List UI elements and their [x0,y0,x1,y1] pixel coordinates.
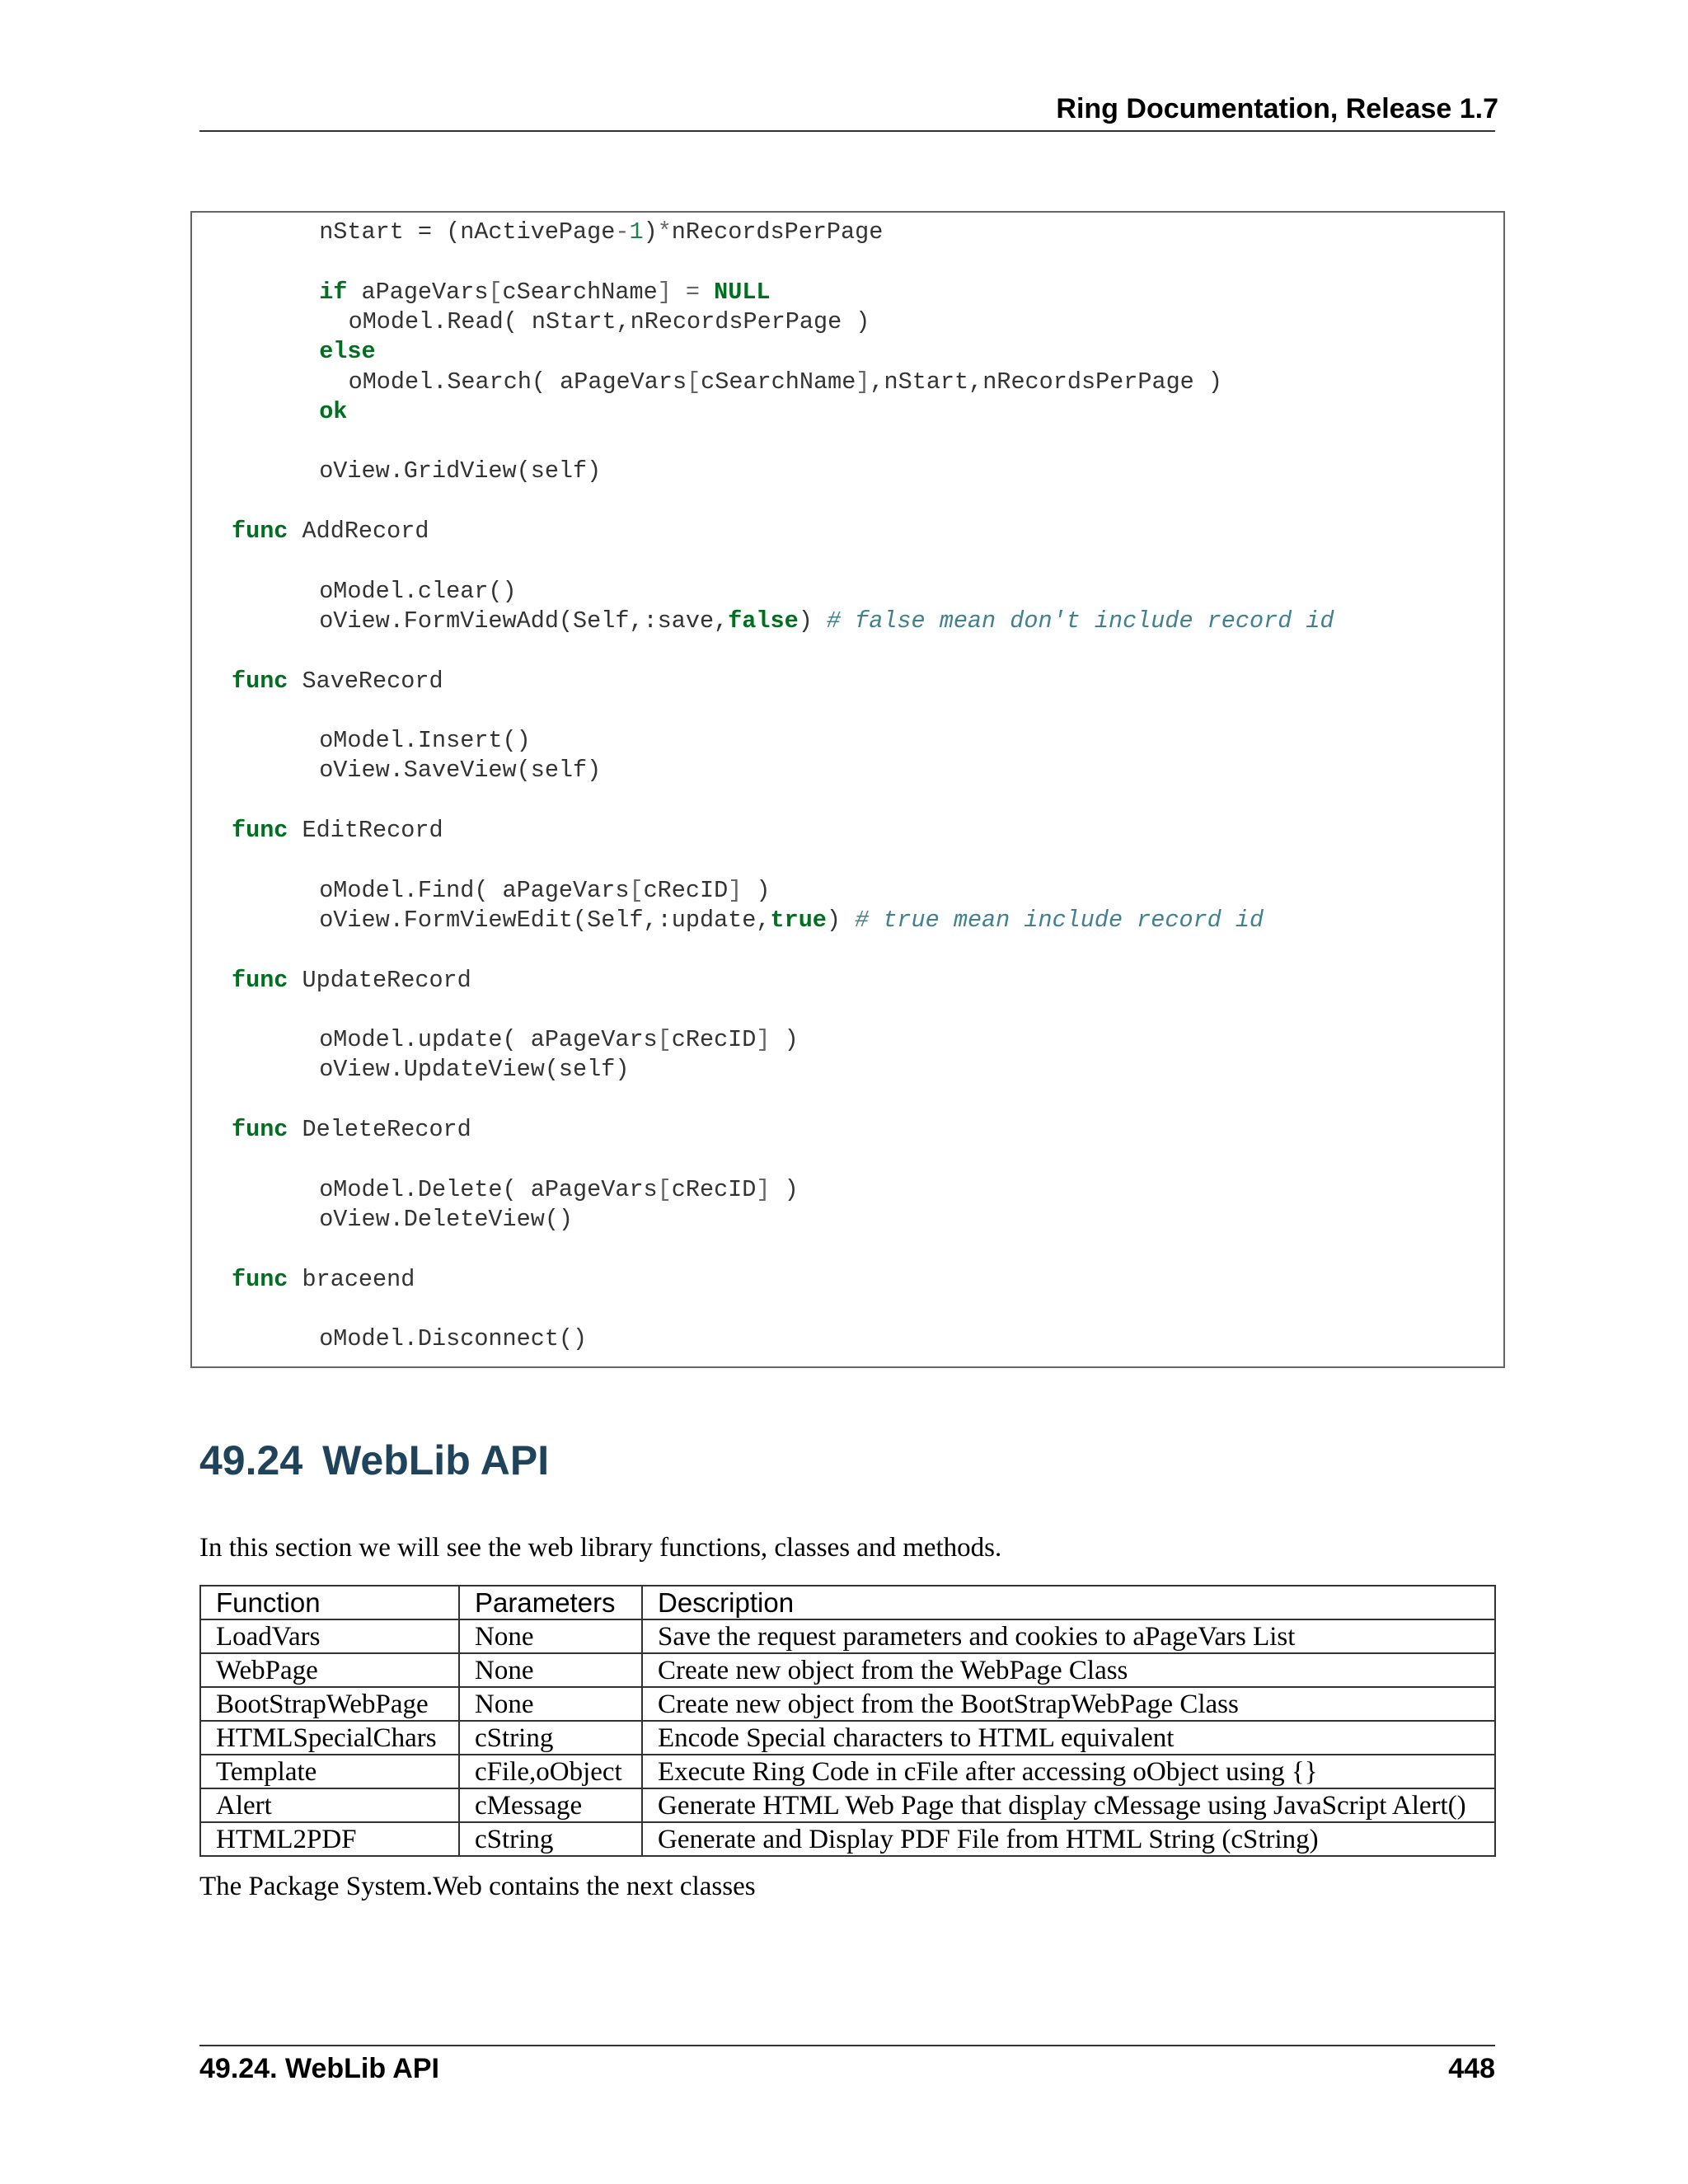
cell-description: Generate and Display PDF File from HTML String (cString) [642,1822,1495,1856]
code-line [319,606,1334,636]
code-operator: ] [756,1175,771,1203]
code-text: cSearchName [502,278,658,306]
code-text: cRecID [671,1175,757,1203]
code-line [349,307,870,337]
code-text: AddRecord [288,518,429,545]
page-header-title: Ring Documentation, Release 1.7 [1056,93,1498,124]
code-text: oModel.Disconnect() [319,1325,588,1353]
table-row [200,1755,1495,1788]
code-text: oModel.Search( aPageVars [348,368,687,396]
section-title: WebLib API [322,1437,550,1483]
code-text: oModel.Read( nStart,nRecordsPerPage ) [348,307,870,335]
code-text: oModel.Insert() [319,727,531,755]
code-text: SaveRecord [288,667,443,695]
code-line [319,396,347,427]
table-row [200,1721,1495,1755]
code-text: ) [826,906,856,934]
code-text [672,279,686,306]
code-text: oView.DeleteView() [319,1205,574,1233]
code-keyword: ok [319,397,348,425]
cell-description: Encode Special characters to HTML equivalent [642,1721,1495,1755]
cell-function: BootStrapWebPage [200,1687,459,1721]
code-keyword: if [319,278,348,306]
code-text: oModel.update( aPageVars [319,1026,658,1054]
code-line [319,875,770,906]
code-operator: = [685,278,701,306]
section-outro: The Package System.Web contains the next classes [199,1872,756,1901]
cell-function: Template [200,1755,459,1788]
cell-description: Create new object from the WebPage Class [642,1653,1495,1687]
code-operator: [ [657,1175,672,1203]
code-keyword: false [728,607,799,635]
code-text: ) [643,218,658,246]
code-text: ,nStart,nRecordsPerPage ) [870,368,1222,396]
code-line [232,1264,415,1295]
code-line [319,336,375,367]
column-header-function: Function [200,1586,459,1619]
code-text: oView.FormViewEdit(Self,:update, [319,906,771,934]
cell-description: Create new object from the BootStrapWebPage Class [642,1687,1495,1721]
code-number: 1 [629,218,644,246]
code-text: oView.UpdateView(self) [319,1056,630,1084]
code-line [232,666,443,696]
code-keyword: func [232,966,288,994]
code-text: ) [770,1026,799,1054]
code-text: cSearchName [701,368,856,396]
table-row [200,1788,1495,1822]
code-line [319,905,1264,935]
section-intro: In this section we will see the web library functions, classes and methods. [199,1533,1002,1563]
cell-parameters: None [459,1619,642,1653]
code-text: oView.FormViewAdd(Self,:save, [319,607,729,635]
code-line [319,277,770,307]
cell-function: LoadVars [200,1619,459,1653]
code-text: oModel.Delete( aPageVars [319,1175,658,1203]
cell-parameters: None [459,1687,642,1721]
code-text: cRecID [671,1026,757,1054]
cell-parameters: cMessage [459,1788,642,1822]
code-text: UpdateRecord [288,966,471,994]
cell-function: HTML2PDF [200,1822,459,1856]
cell-function: WebPage [200,1653,459,1687]
code-line [319,1054,629,1085]
code-operator: [ [687,368,701,396]
code-operator: [ [629,876,644,904]
footer-section-title: 49.24. WebLib API [199,2053,439,2084]
code-operator: ] [728,876,743,904]
page-number: 448 [1448,2053,1495,2084]
code-keyword: true [770,906,827,934]
code-line [319,456,601,486]
code-line [319,1174,799,1205]
code-line [319,755,601,785]
code-text: EditRecord [288,817,443,844]
code-keyword: func [232,667,288,695]
section-number: 49.24 [199,1437,303,1483]
code-text: oView.SaveView(self) [319,757,602,785]
code-text [700,279,714,306]
code-line [319,217,883,247]
code-text: nRecordsPerPage [671,218,884,246]
cell-description: Save the request parameters and cookies to aPageVars List [642,1619,1495,1653]
code-keyword: func [232,518,288,545]
code-text: DeleteRecord [288,1116,471,1143]
code-line [232,516,429,546]
code-text: oView.GridView(self) [319,457,602,485]
section-heading [199,1436,549,1484]
table-row [200,1653,1495,1687]
code-text: braceend [288,1265,415,1293]
code-comment: # false mean don't include record id [826,607,1334,635]
code-text: ) [742,876,771,904]
code-text: cRecID [643,876,729,904]
code-keyword: NULL [714,278,771,306]
code-operator: ] [756,1026,771,1054]
cell-function: Alert [200,1788,459,1822]
cell-parameters: cFile,oObject [459,1755,642,1788]
code-line [232,965,471,996]
cell-parameters: cString [459,1721,642,1755]
table-header-row [200,1586,1495,1619]
code-operator: - [615,218,630,246]
code-text: nStart = (nActivePage [319,218,616,246]
code-text: ) [798,607,827,635]
api-table [199,1585,1496,1857]
code-operator: [ [488,278,503,306]
code-text: aPageVars [347,278,489,306]
table-row [200,1619,1495,1653]
cell-function: HTMLSpecialChars [200,1721,459,1755]
code-keyword: func [232,1265,288,1293]
table-row [200,1687,1495,1721]
column-header-parameters: Parameters [459,1586,642,1619]
cell-parameters: cString [459,1822,642,1856]
code-line [319,725,531,756]
code-keyword: func [232,1116,288,1143]
code-text: ) [770,1175,799,1203]
code-line [349,367,1222,397]
code-block [190,211,1505,1368]
header-rule [199,130,1495,132]
code-text: oModel.clear() [319,577,517,605]
code-operator: * [657,218,672,246]
code-comment: # true mean include record id [855,906,1264,934]
code-keyword: else [319,338,376,366]
code-line [232,815,443,846]
code-text: oModel.Find( aPageVars [319,876,630,904]
cell-description: Generate HTML Web Page that display cMessage using JavaScript Alert() [642,1788,1495,1822]
code-operator: ] [657,278,672,306]
cell-parameters: None [459,1653,642,1687]
code-line [319,576,516,607]
code-operator: ] [856,368,870,396]
code-line [319,1324,587,1354]
column-header-description: Description [642,1586,1495,1619]
code-operator: [ [657,1026,672,1054]
cell-description: Execute Ring Code in cFile after accessing oObject using {} [642,1755,1495,1788]
code-line [319,1024,799,1055]
code-line [232,1114,471,1145]
code-line [319,1204,573,1235]
table-row [200,1822,1495,1856]
code-keyword: func [232,817,288,844]
footer-rule [199,2045,1495,2046]
